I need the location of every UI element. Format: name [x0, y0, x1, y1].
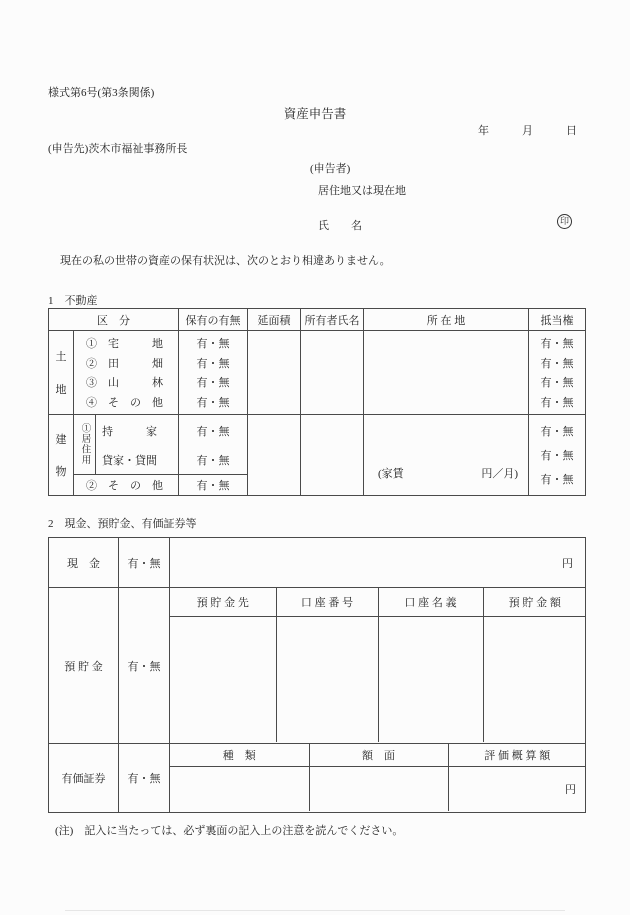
yen-unit: 円: [565, 783, 576, 796]
yen-unit: 円: [562, 557, 573, 570]
land-mortgage-options: [529, 331, 586, 415]
securities-type-cell: [170, 766, 309, 811]
rent-unit: 円／月): [481, 468, 519, 480]
form-number: 様式第6号(第3条関係): [48, 87, 155, 99]
deposit-detail-area: [170, 588, 586, 744]
page-title: 資産申告書: [283, 107, 347, 121]
address-label: 居住地又は現在地: [318, 185, 406, 197]
land-item: ③ 山 林: [86, 377, 163, 390]
land-area-cell: [248, 331, 301, 415]
building-owner-cell: [301, 415, 364, 496]
declaration-sentence: 現在の私の世帯の資産の保有状況は、次のとおり相違ありません。: [60, 255, 391, 267]
date-line: 年 月 日: [478, 125, 577, 137]
yes-no-option: 有・無: [119, 538, 170, 588]
securities-detail-area: [170, 744, 586, 813]
securities-header-type: 種 類: [170, 744, 309, 766]
deposit-header-amount: 預 貯 金 額: [483, 588, 586, 616]
rent-label: (家賃: [378, 468, 404, 480]
deposit-amount-cell: [483, 616, 586, 742]
col-header-location: 所 在 地: [364, 309, 529, 331]
yes-no-option: 有・無: [540, 474, 574, 486]
addressee: (申告先)茨木市福祉事務所長: [48, 143, 188, 155]
yes-no-option: 有・無: [119, 744, 170, 813]
building-area-cell: [248, 415, 301, 496]
securities-sub-table: [170, 744, 586, 811]
cash-amount-cell: [170, 538, 586, 588]
yes-no-option: 有・無: [179, 447, 248, 474]
col-header-mortgage: 抵当権: [529, 309, 586, 331]
building-residential-label: ①居住用: [74, 415, 96, 475]
securities-row-label: 有価証券: [49, 744, 119, 813]
col-header-area: 延面積: [248, 309, 301, 331]
deposit-header-account-name: 口 座 名 義: [378, 588, 483, 616]
land-owner-cell: [301, 331, 364, 415]
deposit-header-institution: 預 貯 金 先: [170, 588, 276, 616]
building-other-label: ② そ の 他: [74, 474, 179, 495]
building-rented-house-label: 貸家・貸間: [96, 447, 179, 474]
declarant-label: (申告者): [310, 163, 351, 175]
land-item: ② 田 畑: [86, 357, 163, 370]
yes-no-option: 有・無: [540, 450, 574, 462]
yes-no-option: 有・無: [540, 397, 574, 410]
seal-icon: 印: [557, 214, 572, 229]
cash-deposit-securities-table: [48, 537, 586, 813]
securities-header-face-value: 額 面: [309, 744, 448, 766]
land-item: ① 宅 地: [86, 337, 163, 350]
yes-no-option: 有・無: [179, 415, 248, 447]
cash-row-label: 現 金: [49, 538, 119, 588]
section2-title: 2 現金、預貯金、有価証券等: [48, 518, 197, 530]
real-estate-table: [48, 308, 586, 496]
yes-no-option: 有・無: [540, 357, 574, 370]
land-item: ④ そ の 他: [86, 397, 163, 410]
building-location-cell: [364, 415, 529, 496]
page-bottom-scan-edge: [65, 910, 565, 911]
section1-title: 1 不動産: [48, 295, 98, 307]
land-items: [74, 331, 179, 415]
deposit-account-name-cell: [378, 616, 483, 742]
col-header-owner: 所有者氏名: [301, 309, 364, 331]
securities-face-value-cell: [309, 766, 448, 811]
building-own-house-label: 持 家: [96, 415, 179, 447]
building-row-label: 建 物: [49, 415, 74, 496]
yes-no-option: 有・無: [196, 397, 230, 410]
deposit-sub-table: [170, 588, 586, 742]
col-header-category: 区 分: [49, 309, 179, 331]
yes-no-option: 有・無: [179, 474, 248, 495]
yes-no-option: 有・無: [196, 337, 230, 350]
yes-no-option: 有・無: [540, 337, 574, 350]
land-holding-options: [179, 331, 248, 415]
col-header-holding: 保有の有無: [179, 309, 248, 331]
land-location-cell: [364, 331, 529, 415]
yes-no-option: 有・無: [119, 588, 170, 744]
yes-no-option: 有・無: [540, 377, 574, 390]
deposit-institution-cell: [170, 616, 276, 742]
securities-header-estimated-value: 評 価 概 算 額: [448, 744, 586, 766]
deposit-header-account-number: 口 座 番 号: [276, 588, 378, 616]
footer-note: (注) 記入に当たっては、必ず裏面の記入上の注意を読んでください。: [55, 825, 404, 837]
deposit-account-number-cell: [276, 616, 378, 742]
yes-no-option: 有・無: [540, 426, 574, 438]
yes-no-option: 有・無: [196, 357, 230, 370]
yes-no-option: 有・無: [196, 377, 230, 390]
land-row-label: 土 地: [49, 331, 74, 415]
deposit-row-label: 預 貯 金: [49, 588, 119, 744]
name-label: 氏 名: [318, 220, 362, 232]
securities-estimated-value-cell: [448, 766, 586, 811]
building-mortgage-options: [529, 415, 586, 496]
